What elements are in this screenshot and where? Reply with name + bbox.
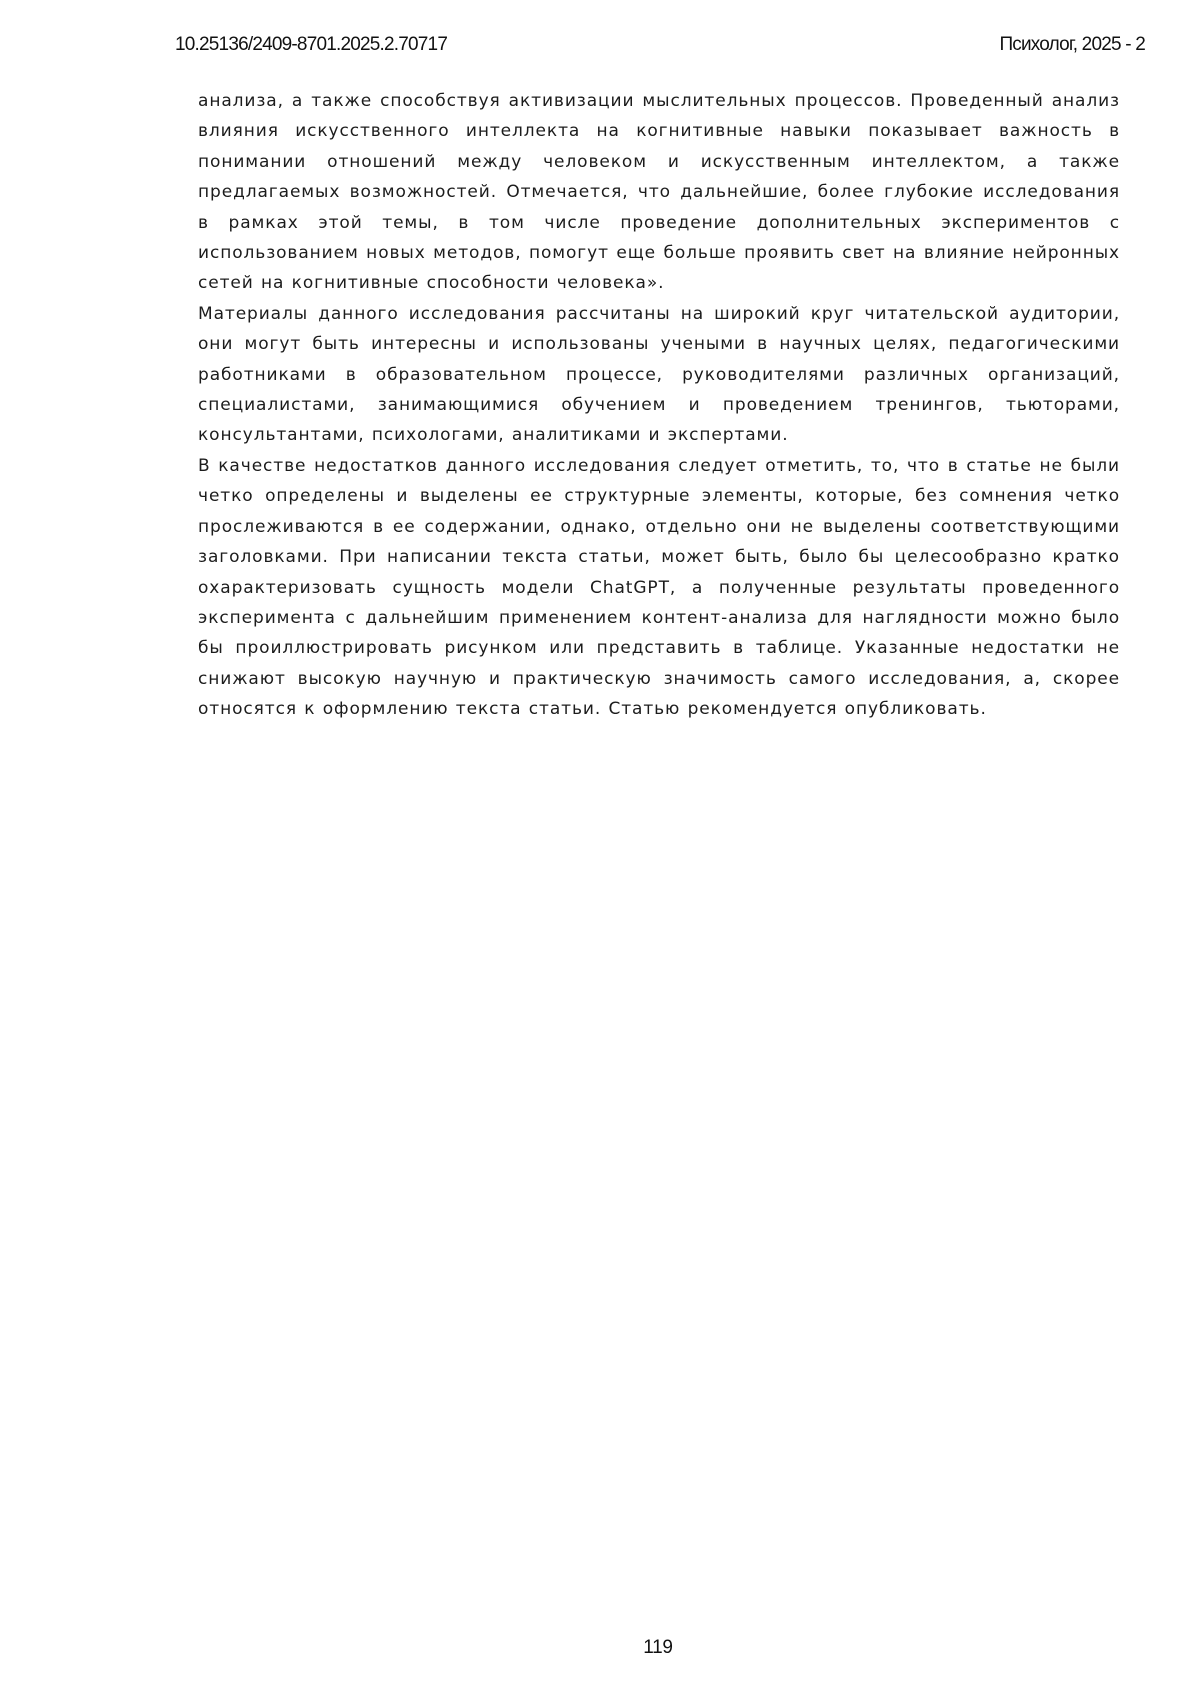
paragraph-audience: Материалы данного исследования рассчитаны на широкий круг читательской аудитории, они могут быть интересны и использованы учеными в научных целях, педагогическими работниками в образовательном процессе, руководителями различных организаций, специалистами, занимающимися обучением и проведением тренингов, тьюторами, консультантами, психологами, аналитиками и экспертами.: [198, 303, 1120, 446]
body-text: [198, 86, 1120, 725]
paragraph-shortcomings: В качестве недостатков данного исследования следует отметить, то, что в статье не были четко определены и выделены ее структурные элементы, которые, без сомнения четко прослеживаются в ее содержании, однако, отдельно они не выделены соответствующими заголовками. При написании текста статьи, может быть, было бы целесообразно кратко охарактеризовать сущность модели ChatGPT, а полученные результаты проведенного эксперимента с дальнейшим применением контент-анализа для наглядности можно было бы проиллюстрировать рисунком или представить в таблице. Указанные недостатки не снижают высокую научную и практическую значимость самого исследования, а, скорее относятся к оформлению текста статьи. Статью рекомендуется опубликовать.: [198, 455, 1120, 720]
page-number: 119: [643, 1637, 673, 1658]
header-doi: 10.25136/2409-8701.2025.2.70717: [175, 34, 448, 55]
header-journal-issue: Психолог, 2025 - 2: [999, 34, 1145, 55]
running-header: [175, 34, 1145, 62]
paragraph-conclusion-quote: анализа, а также способствуя активизации мыслительных процессов. Проведенный анализ влияния искусственного интеллекта на когнитивные навыки показывает важность в понимании отношений между человеком и искусственным интеллектом, а также предлагаемых возможностей. Отмечается, что дальнейшие, более глубокие исследования в рамках этой темы, в том числе проведение дополнительных экспериментов с использованием новых методов, помогут еще больше проявить свет на влияние нейронных сетей на когнитивные способности человека».: [198, 91, 1120, 294]
